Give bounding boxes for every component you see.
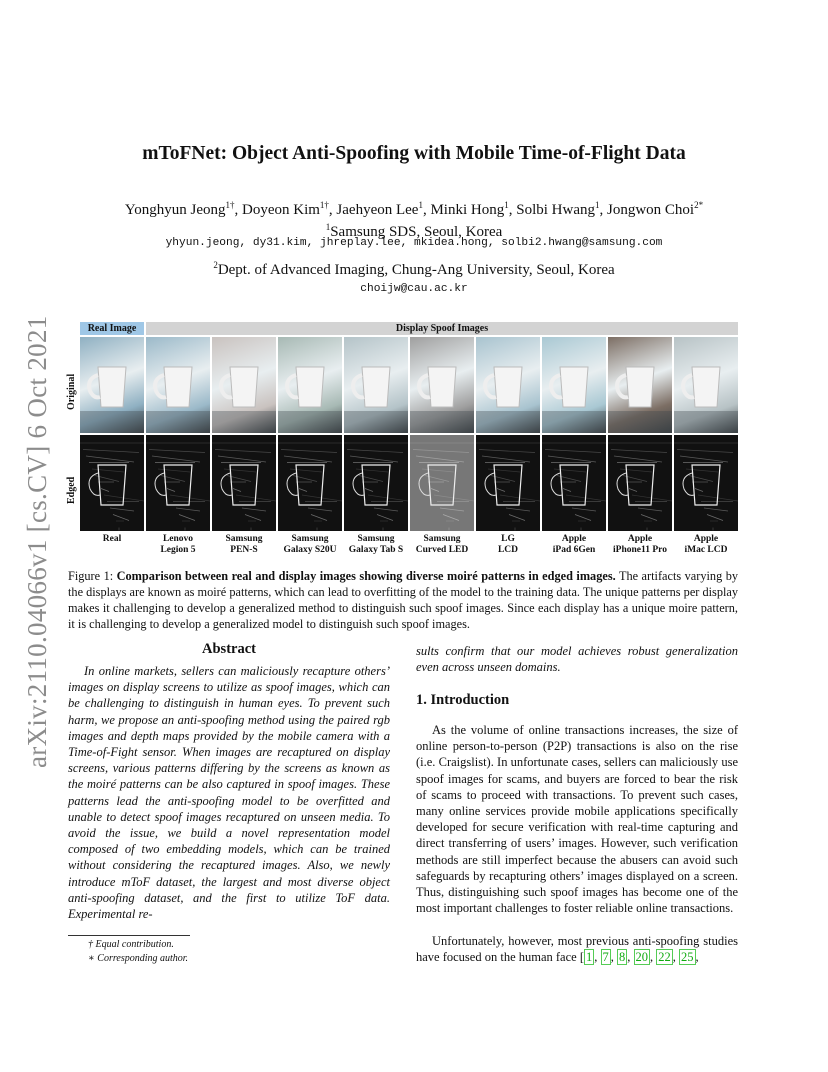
mug-icon	[146, 337, 210, 433]
edge-map-icon	[80, 435, 144, 531]
citation-link[interactable]: 22	[658, 950, 671, 965]
intro-paragraph-2: Unfortunately, however, most previous anti-spoofing studies have focused on the human face [ 1 , 7 , 8 , 20 , 22 , 25 ,	[416, 934, 738, 965]
column-label: Real	[102, 534, 122, 544]
original-image	[212, 337, 276, 433]
edge-map-icon	[608, 435, 672, 531]
citation-link[interactable]: 20	[635, 950, 648, 965]
column-label: Samsung PEN-S	[225, 534, 263, 555]
citation-list: [ 1 , 7 , 8 , 20 , 22 , 25 ,	[579, 950, 699, 965]
citation-link[interactable]: 25	[681, 950, 694, 965]
edge-map-icon	[410, 435, 474, 531]
column-label: Apple iMac LCD	[684, 534, 728, 555]
affiliation-1: $^1$Samsung SDS, Seoul, Korea	[325, 222, 503, 240]
figure-1	[66, 322, 738, 560]
author-block	[0, 197, 828, 241]
edge-map-icon	[476, 435, 540, 531]
row-label-original: Original	[66, 373, 77, 410]
footnote-rule	[68, 935, 190, 936]
original-image	[608, 337, 672, 433]
caption-text: The artifacts varying by the displays are known as moiré patterns, which can lead to overfitting of the model to the training data. The unique patterns per display makes it challenging to develop a generalized method to distinguish such spoof images. Since each display has a unique moire pattern, it is challenging to develop a generalized model to distinguish such spoof images.	[68, 569, 738, 631]
section-introduction-heading: 1. Introduction	[416, 692, 510, 708]
edge-map-icon	[212, 435, 276, 531]
edge-map-icon	[542, 435, 606, 531]
figure-header-real: Real Image	[80, 322, 144, 335]
edged-image	[146, 435, 210, 531]
arxiv-identifier: arXiv:2110.04066v1 [cs.CV] 6 Oct 2021	[22, 315, 52, 768]
affiliation-2: $^2$Dept. of Advanced Imaging, Chung-Ang University, Seoul, Korea	[213, 260, 615, 278]
edge-map-icon	[146, 435, 210, 531]
column-label: Samsung Galaxy Tab S	[348, 534, 404, 555]
edge-map-icon	[344, 435, 408, 531]
citation-link[interactable]: 8	[619, 950, 626, 965]
edged-image	[410, 435, 474, 531]
mug-icon	[542, 337, 606, 433]
edged-image	[542, 435, 606, 531]
original-image	[344, 337, 408, 433]
mug-icon	[212, 337, 276, 433]
mug-icon	[278, 337, 342, 433]
original-image	[476, 337, 540, 433]
edge-map-icon	[278, 435, 342, 531]
intro-paragraph-1: As the volume of online transactions increases, the size of online person-to-person (P2P) transactions is also on the rise (i.e. Craigslist). In unfortunate cases, sellers can maliciously use spoof images for scams, and buyers are forced to bear the risk of scams to proceed with transactions. To prevent such cases, many online services provide mobile applications specifically developed for secure verification with real-time capturing and direct transferring of users’ images. However, such verification methods are still imperfect because the abusers can avoid such safeguards by recapturing others’ images displayed on a screen. Thus, distinguishing such spoof images has become one of the most important challenges to foster reliable online transactions.	[416, 723, 738, 916]
mug-icon	[674, 337, 738, 433]
mug-icon	[410, 337, 474, 433]
edged-image	[674, 435, 738, 531]
column-label: LG LCD	[497, 534, 519, 555]
original-image	[278, 337, 342, 433]
column-label: Apple iPad 6Gen	[552, 534, 596, 555]
email-cau: choijw@cau.ac.kr	[360, 283, 468, 295]
citation-link[interactable]: 1	[586, 950, 593, 965]
edged-image	[476, 435, 540, 531]
paper-title: mToFNet: Object Anti-Spoofing with Mobile Time-of-Flight Data	[142, 143, 686, 164]
figure-header-display: Display Spoof Images	[146, 322, 738, 335]
original-image	[80, 337, 144, 433]
edged-image	[212, 435, 276, 531]
mug-icon	[344, 337, 408, 433]
edged-image	[80, 435, 144, 531]
caption-label: Figure 1:	[68, 569, 117, 583]
edged-image	[278, 435, 342, 531]
footnote-corresponding: ∗ Corresponding author.	[88, 953, 189, 964]
abstract-heading: Abstract	[202, 641, 256, 657]
mug-icon	[476, 337, 540, 433]
authors-line: Yonghyun Jeong$^{1\dagger}$, Doyeon Kim$^{1\dagger}$, Jaehyeon Lee$^1$, Minki Hong$^1$, Solbi Hwang$^1$, Jongwon Choi$^{2*}$	[124, 200, 704, 218]
row-label-edged: Edged	[66, 476, 77, 504]
abstract-continued: sults confirm that our model achieves robust generalization even across unseen domains.	[416, 644, 738, 675]
column-label: Samsung Curved LED	[415, 534, 469, 555]
caption-bold: Comparison between real and display images showing diverse moiré patterns in edged images.	[116, 569, 616, 583]
original-image	[146, 337, 210, 433]
footnote-equal: † Equal contribution.	[88, 939, 174, 950]
citation-link[interactable]: 7	[602, 950, 609, 965]
column-label: Lenovo Legion 5	[160, 534, 196, 555]
abstract-text: In online markets, sellers can maliciously recapture others’ images on display screens to utilize as spoof images, which can be challenging to distinguish in human eyes. To prevent such harm, we propose an anti-spoofing method using the paired rgb images and depth maps provided by the mobile camera with a Time-of-Fight sensor. When images are recaptured on display screens, various patterns differing by the screens as known as the moiré patterns can be also captured in spoof images. These patterns lead the anti-spoofing model to be overfitted and unable to detect spoof images recaptured on unseen media. To avoid the issue, we build a novel representation model composed of two embedding models, which can be trained without considering the recaptured images. Also, we newly introduce mToF dataset, the largest and most diverse object anti-spoofing dataset, and the first to utilize ToF data. Experimental re-	[68, 664, 390, 922]
mug-icon	[80, 337, 144, 433]
edged-image	[344, 435, 408, 531]
column-label: Samsung Galaxy S20U	[283, 534, 337, 555]
original-image	[410, 337, 474, 433]
edged-image	[608, 435, 672, 531]
emails-samsung: yhyun.jeong, dy31.kim, jhreplay.lee, mkidea.hong, solbi2.hwang@samsung.com	[165, 237, 663, 249]
original-image	[542, 337, 606, 433]
figure-caption	[68, 568, 738, 632]
edge-map-icon	[674, 435, 738, 531]
column-label: Apple iPhone11 Pro	[613, 534, 667, 555]
original-image	[674, 337, 738, 433]
mug-icon	[608, 337, 672, 433]
